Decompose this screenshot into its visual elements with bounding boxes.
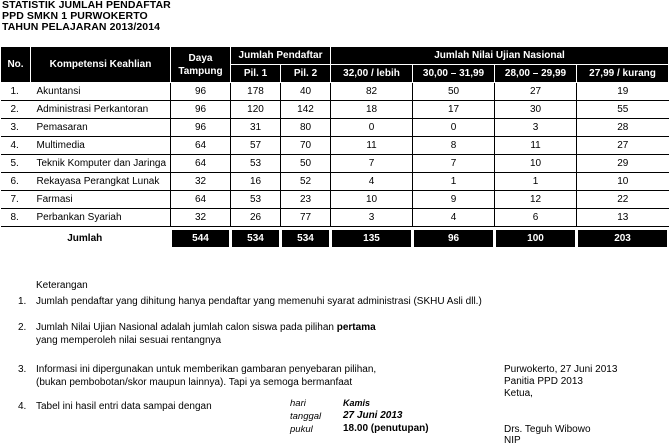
entry-hari-label: hari	[290, 398, 306, 409]
cell-name: Akuntansi	[31, 83, 171, 101]
cell-name: Pemasaran	[31, 119, 171, 137]
signature-name: Drs. Teguh Wibowo	[504, 424, 591, 435]
cell-pil1: 120	[231, 101, 281, 119]
cell-pil2: 70	[281, 137, 331, 155]
cell-pil1: 26	[231, 209, 281, 227]
cell-pil1: 178	[231, 83, 281, 101]
entry-pukul-label: pukul	[290, 424, 313, 435]
notes-heading: Keterangan	[36, 280, 88, 291]
cell-daya: 64	[171, 137, 231, 155]
cell-no: 8.	[1, 209, 31, 227]
note-2-number: 2.	[18, 322, 27, 333]
cell-n3: 1	[495, 173, 577, 191]
entry-pukul-value: 18.00 (penutupan)	[343, 423, 429, 434]
cell-daya: 64	[171, 155, 231, 173]
note-4-number: 4.	[18, 401, 27, 412]
cell-n2: 4	[413, 209, 495, 227]
cell-daya: 32	[171, 173, 231, 191]
cell-pil2: 40	[281, 83, 331, 101]
cell-n1: 0	[331, 119, 413, 137]
cell-n4: 22	[577, 191, 669, 209]
cell-n1: 4	[331, 173, 413, 191]
cell-pil2: 52	[281, 173, 331, 191]
total-label: Jumlah	[67, 233, 103, 244]
col-header-nilai-3: 28,00 – 29,99	[495, 65, 577, 83]
cell-n3: 10	[495, 155, 577, 173]
cell-pil1: 53	[231, 191, 281, 209]
cell-daya: 96	[171, 119, 231, 137]
table-row	[1, 119, 669, 137]
cell-n1: 18	[331, 101, 413, 119]
table-row	[1, 137, 669, 155]
cell-n4: 55	[577, 101, 669, 119]
cell-no: 5.	[1, 155, 31, 173]
note-2-text	[36, 322, 376, 334]
total-n4: 203	[577, 230, 669, 247]
cell-n2: 17	[413, 101, 495, 119]
cell-no: 7.	[1, 191, 31, 209]
cell-n1: 7	[331, 155, 413, 173]
entry-tanggal-value: 27 Juni 2013	[343, 410, 403, 421]
cell-name: Teknik Komputer dan Jaringa	[31, 155, 171, 173]
cell-pil1: 53	[231, 155, 281, 173]
cell-n2: 7	[413, 155, 495, 173]
note-1-number: 1.	[18, 296, 27, 307]
cell-no: 2.	[1, 101, 31, 119]
cell-pil1: 16	[231, 173, 281, 191]
entry-tanggal-label: tanggal	[290, 411, 322, 422]
col-header-daya-line2: Tampung	[178, 65, 223, 77]
col-header-kompetensi: Kompetensi Keahlian	[31, 47, 171, 83]
col-header-pil2: Pil. 2	[281, 65, 331, 83]
note-4-text: Tabel ini hasil entri data sampai dengan	[36, 401, 212, 412]
note-1-text: Jumlah pendaftar yang dihitung hanya pendaftar yang memenuhi syarat administrasi (SKHU Asli dll.)	[36, 296, 482, 307]
cell-n3: 3	[495, 119, 577, 137]
cell-daya: 96	[171, 101, 231, 119]
cell-n3: 12	[495, 191, 577, 209]
total-row	[1, 230, 669, 247]
cell-n2: 9	[413, 191, 495, 209]
col-header-nilai-1: 32,00 / lebih	[331, 65, 413, 83]
cell-n2: 8	[413, 137, 495, 155]
cell-pil2: 142	[281, 101, 331, 119]
cell-pil1: 31	[231, 119, 281, 137]
cell-no: 4.	[1, 137, 31, 155]
col-header-pil1: Pil. 1	[231, 65, 281, 83]
cell-no: 1.	[1, 83, 31, 101]
total-pil2: 534	[281, 230, 331, 247]
cell-n1: 3	[331, 209, 413, 227]
cell-n2: 0	[413, 119, 495, 137]
cell-pil2: 80	[281, 119, 331, 137]
cell-n4: 28	[577, 119, 669, 137]
note-3-number: 3.	[18, 364, 27, 375]
cell-daya: 32	[171, 209, 231, 227]
cell-name: Perbankan Syariah	[31, 209, 171, 227]
cell-n3: 30	[495, 101, 577, 119]
col-header-nilai-2: 30,00 – 31,99	[413, 65, 495, 83]
group-header-nilai: Jumlah Nilai Ujian Nasional	[331, 47, 669, 65]
cell-n2: 1	[413, 173, 495, 191]
cell-n3: 11	[495, 137, 577, 155]
col-header-daya-line1: Daya	[188, 52, 213, 64]
cell-name: Administrasi Perkantoran	[31, 101, 171, 119]
header-title: STATISTIK JUMLAH PENDAFTAR	[2, 0, 171, 11]
header-year: TAHUN PELAJARAN 2013/2014	[2, 21, 161, 33]
cell-n1: 82	[331, 83, 413, 101]
header-school: PPD SMKN 1 PURWOKERTO	[2, 10, 148, 22]
note-2-text-bold: pertama	[336, 322, 376, 333]
table-row	[1, 101, 669, 119]
cell-n4: 29	[577, 155, 669, 173]
cell-name: Rekayasa Perangkat Lunak	[31, 173, 171, 191]
cell-daya: 64	[171, 191, 231, 209]
cell-n3: 27	[495, 83, 577, 101]
col-header-no: No.	[1, 47, 31, 83]
group-header-pendaftar: Jumlah Pendaftar	[231, 47, 331, 65]
cell-pil2: 23	[281, 191, 331, 209]
cell-n4: 19	[577, 83, 669, 101]
table-row	[1, 173, 669, 191]
cell-no: 6.	[1, 173, 31, 191]
cell-n4: 10	[577, 173, 669, 191]
total-pil1: 534	[231, 230, 281, 247]
col-header-nilai-4: 27,99 / kurang	[577, 65, 669, 83]
cell-name: Multimedia	[31, 137, 171, 155]
table-row	[1, 191, 669, 209]
total-daya: 544	[171, 230, 231, 247]
entry-hari-value: Kamis	[343, 398, 371, 408]
note-3-text-a: Informasi ini dipergunakan untuk memberikan gambaran penyebaran pilihan,	[36, 364, 377, 375]
cell-no: 3.	[1, 119, 31, 137]
col-header-daya-tampung	[171, 47, 231, 83]
signature-place-date: Purwokerto, 27 Juni 2013	[504, 364, 618, 375]
total-n2: 96	[413, 230, 495, 247]
note-3-text-b: (bukan pembobotan/skor maupun lainnya). Tapi ya semoga bermanfaat	[36, 377, 353, 388]
cell-name: Farmasi	[31, 191, 171, 209]
signature-role: Ketua,	[504, 388, 533, 399]
table-row	[1, 155, 669, 173]
total-n3: 100	[495, 230, 577, 247]
table-row	[1, 209, 669, 227]
cell-n2: 50	[413, 83, 495, 101]
statistics-table	[0, 46, 670, 247]
note-2-text-a: Jumlah Nilai Ujian Nasional adalah jumlah calon siswa pada pilihan	[36, 322, 337, 333]
total-n1: 135	[331, 230, 413, 247]
signature-committee: Panitia PPD 2013	[504, 376, 583, 387]
cell-pil2: 50	[281, 155, 331, 173]
cell-n4: 13	[577, 209, 669, 227]
table-row	[1, 83, 669, 101]
cell-n1: 11	[331, 137, 413, 155]
cell-daya: 96	[171, 83, 231, 101]
cell-pil2: 77	[281, 209, 331, 227]
signature-nip: NIP	[504, 435, 521, 446]
cell-n1: 10	[331, 191, 413, 209]
cell-n3: 6	[495, 209, 577, 227]
note-2-text-b: yang memperoleh nilai sesuai rentangnya	[36, 335, 222, 346]
cell-n4: 27	[577, 137, 669, 155]
cell-pil1: 57	[231, 137, 281, 155]
